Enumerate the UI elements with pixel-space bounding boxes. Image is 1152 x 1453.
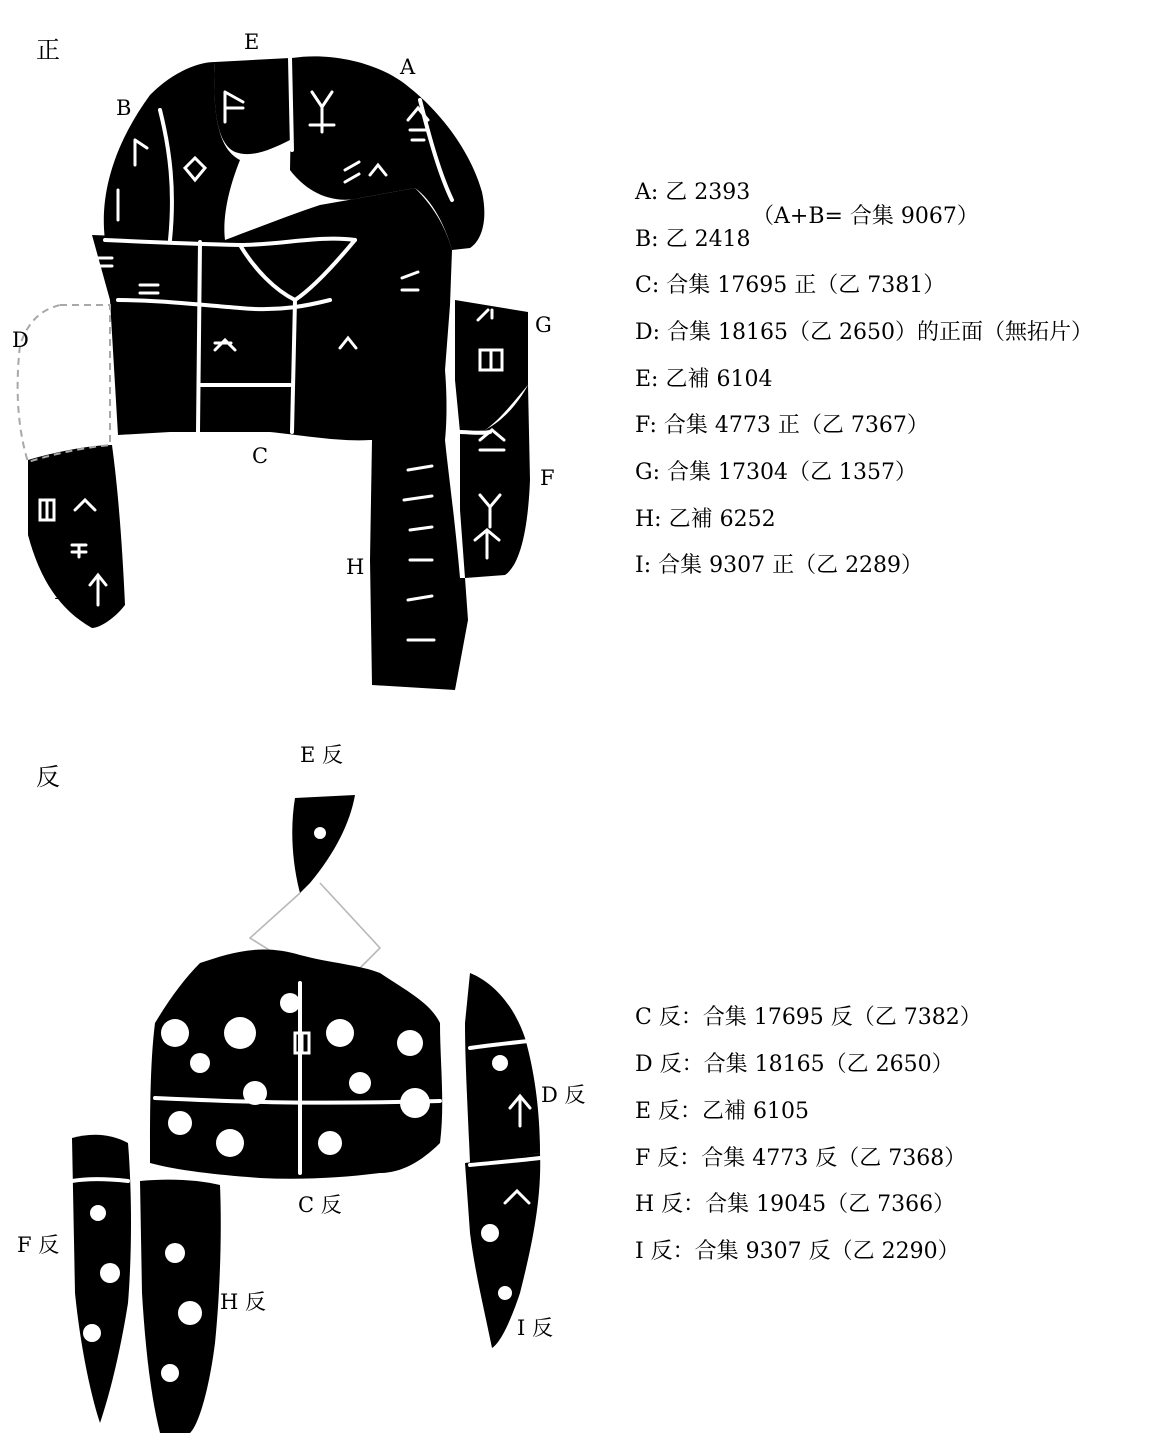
reverse-label-h: H 反 [220,1290,266,1314]
obverse-label-d: D [12,328,29,352]
reverse-label-c: C 反 [298,1193,342,1217]
fragment-i [28,445,125,628]
obverse-label-e: E [244,30,260,54]
fragment-e-reverse [292,795,355,893]
reverse-legend-i: I 反：合集 9307 反（乙 2290） [635,1239,960,1264]
ab-combined-note: （A+B= 合集 9067） [752,204,979,229]
obverse-label-b: B [116,96,132,120]
obverse-section-label: 正 [36,36,60,64]
reverse-legend-h: H 反：合集 19045（乙 7366） [635,1192,956,1217]
obverse-label-f: F [540,466,555,490]
obverse-legend-i: I: 合集 9307 正（乙 2289） [635,553,924,578]
obverse-legend-e: E: 乙補 6104 [635,367,773,392]
reverse-legend-f: F 反：合集 4773 反（乙 7368） [635,1146,967,1171]
obverse-label-h: H [346,555,365,579]
fragment-h [370,440,468,690]
reverse-label-i: I 反 [517,1316,553,1340]
obverse-label-i: I [54,580,63,604]
reverse-label-f: F 反 [17,1233,60,1257]
obverse-legend-a: A: 乙 2393 [635,180,751,205]
reverse-section-label: 反 [36,763,60,791]
obverse-label-c: C [252,444,269,468]
obverse-legend-g: G: 合集 17304（乙 1357） [635,460,917,485]
reverse-legend-c: C 反：合集 17695 反（乙 7382） [635,1005,982,1030]
obverse-legend-f: F: 合集 4773 正（乙 7367） [635,413,929,438]
obverse-legend-h: H: 乙補 6252 [635,507,776,532]
reverse-label-e: E 反 [300,743,344,767]
reverse-legend-e: E 反：乙補 6105 [635,1099,810,1124]
obverse-label-g: G [535,313,552,337]
obverse-label-a: A [400,55,416,79]
reverse-label-d: D 反 [541,1083,586,1107]
fragment-d-outline [18,305,110,462]
obverse-legend-b: B: 乙 2418 [635,227,751,252]
obverse-legend-c: C: 合集 17695 正（乙 7381） [635,273,946,298]
reverse-legend-d: D 反：合集 18165（乙 2650） [635,1052,954,1077]
obverse-legend-d: D: 合集 18165（乙 2650）的正面（無拓片） [635,320,1094,345]
obverse-rubbing [0,0,640,700]
